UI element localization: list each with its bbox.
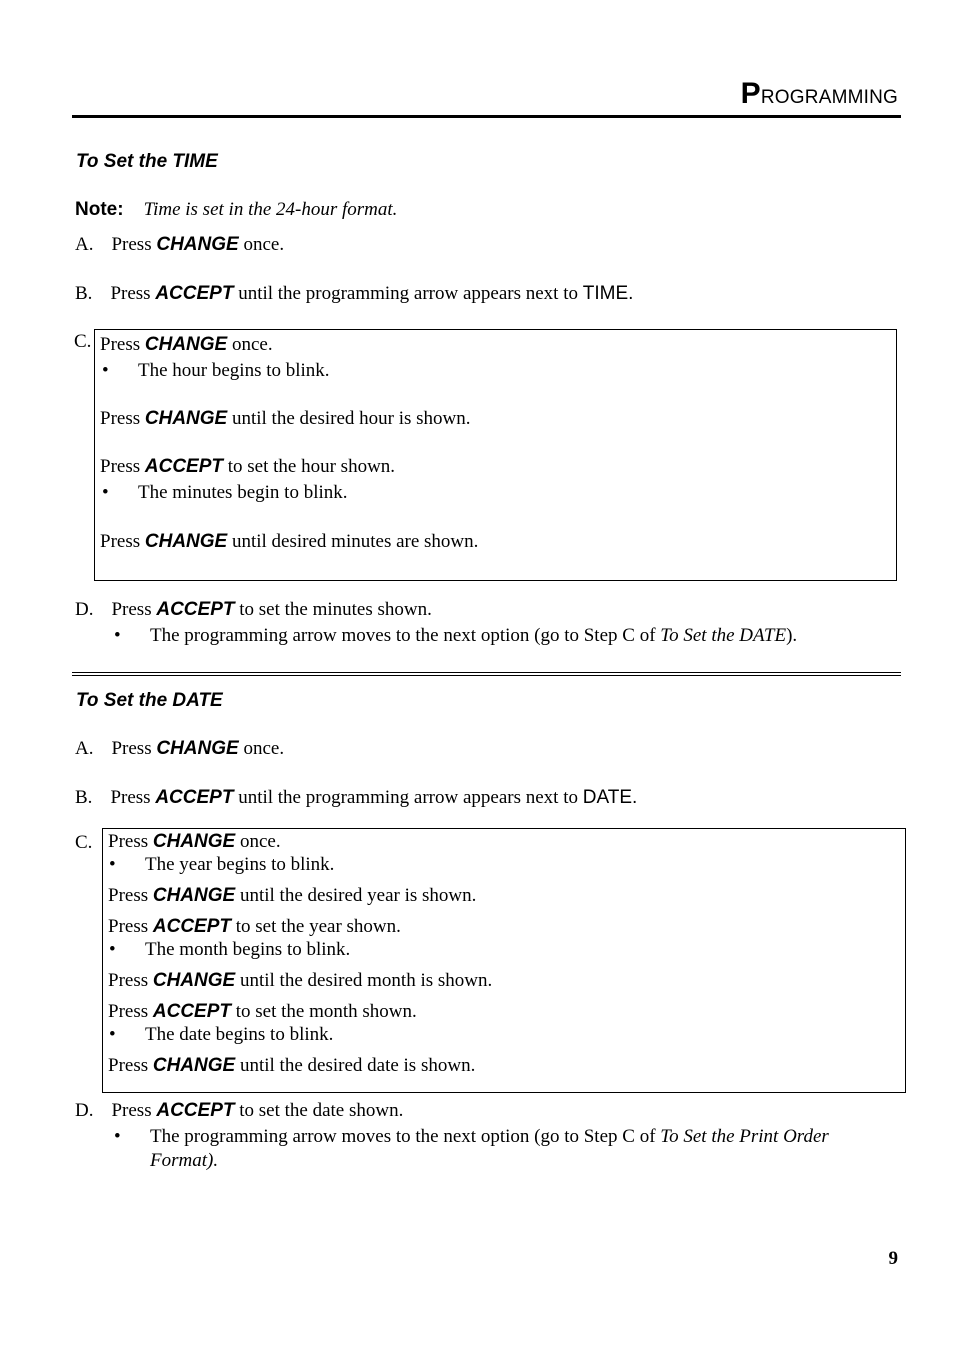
page-header-title: PROGRAMMING <box>740 77 898 110</box>
bullet-glyph: • <box>114 625 121 646</box>
time-c3-bullet: The minutes begin to blink. <box>138 482 348 503</box>
date-step-a: A. Press CHANGE once. <box>75 738 285 759</box>
date-c4: Press CHANGE until the desired month is shown. <box>108 970 493 991</box>
page-number: 9 <box>888 1248 898 1269</box>
note-label: Note: <box>75 199 124 220</box>
date-c2: Press CHANGE until the desired year is shown. <box>108 885 477 906</box>
time-c1-bullet: The hour begins to blink. <box>138 360 330 381</box>
time-d-bullet: The programming arrow moves to the next option (go to Step C of To Set the DATE). <box>150 625 798 646</box>
time-step-a: A. Press CHANGE once. <box>75 234 285 255</box>
date-c5: Press ACCEPT to set the month shown. <box>108 1001 417 1022</box>
time-c2: Press CHANGE until the desired hour is shown. <box>100 408 471 429</box>
section-divider-bottom <box>72 675 901 676</box>
date-c6: Press CHANGE until the desired date is shown. <box>108 1055 476 1076</box>
time-step-d: D. Press ACCEPT to set the minutes shown. <box>75 599 432 620</box>
bullet-glyph: • <box>102 482 109 503</box>
time-heading: To Set the TIME <box>76 151 218 172</box>
time-c1: Press CHANGE once. <box>100 334 273 355</box>
time-step-c-letter: C. <box>74 331 92 352</box>
date-c5-bullet: The date begins to blink. <box>145 1024 334 1045</box>
date-step-b: B. Press ACCEPT until the programming arrow appears next to DATE. <box>75 787 638 808</box>
time-step-b: B. Press ACCEPT until the programming arrow appears next to TIME. <box>75 283 634 304</box>
date-c3: Press ACCEPT to set the year shown. <box>108 916 401 937</box>
date-c1-bullet: The year begins to blink. <box>145 854 335 875</box>
note-text: Time is set in the 24-hour format. <box>143 199 398 220</box>
bullet-glyph: • <box>114 1126 121 1147</box>
time-note <box>75 199 397 222</box>
section-divider-top <box>72 672 901 673</box>
date-step-c-letter: C. <box>75 832 93 853</box>
header-rule <box>72 115 901 118</box>
bullet-glyph: • <box>102 360 109 381</box>
date-c3-bullet: The month begins to blink. <box>145 939 351 960</box>
date-d-bullet-continued: Format). <box>150 1150 219 1171</box>
bullet-glyph: • <box>109 854 116 875</box>
time-c4: Press CHANGE until desired minutes are shown. <box>100 531 479 552</box>
date-heading: To Set the DATE <box>76 690 223 711</box>
time-c3: Press ACCEPT to set the hour shown. <box>100 456 396 477</box>
bullet-glyph: • <box>109 939 116 960</box>
bullet-glyph: • <box>109 1024 116 1045</box>
date-step-d: D. Press ACCEPT to set the date shown. <box>75 1100 404 1121</box>
date-c1: Press CHANGE once. <box>108 831 281 852</box>
date-d-bullet: The programming arrow moves to the next option (go to Step C of To Set the Print Order <box>150 1126 829 1147</box>
